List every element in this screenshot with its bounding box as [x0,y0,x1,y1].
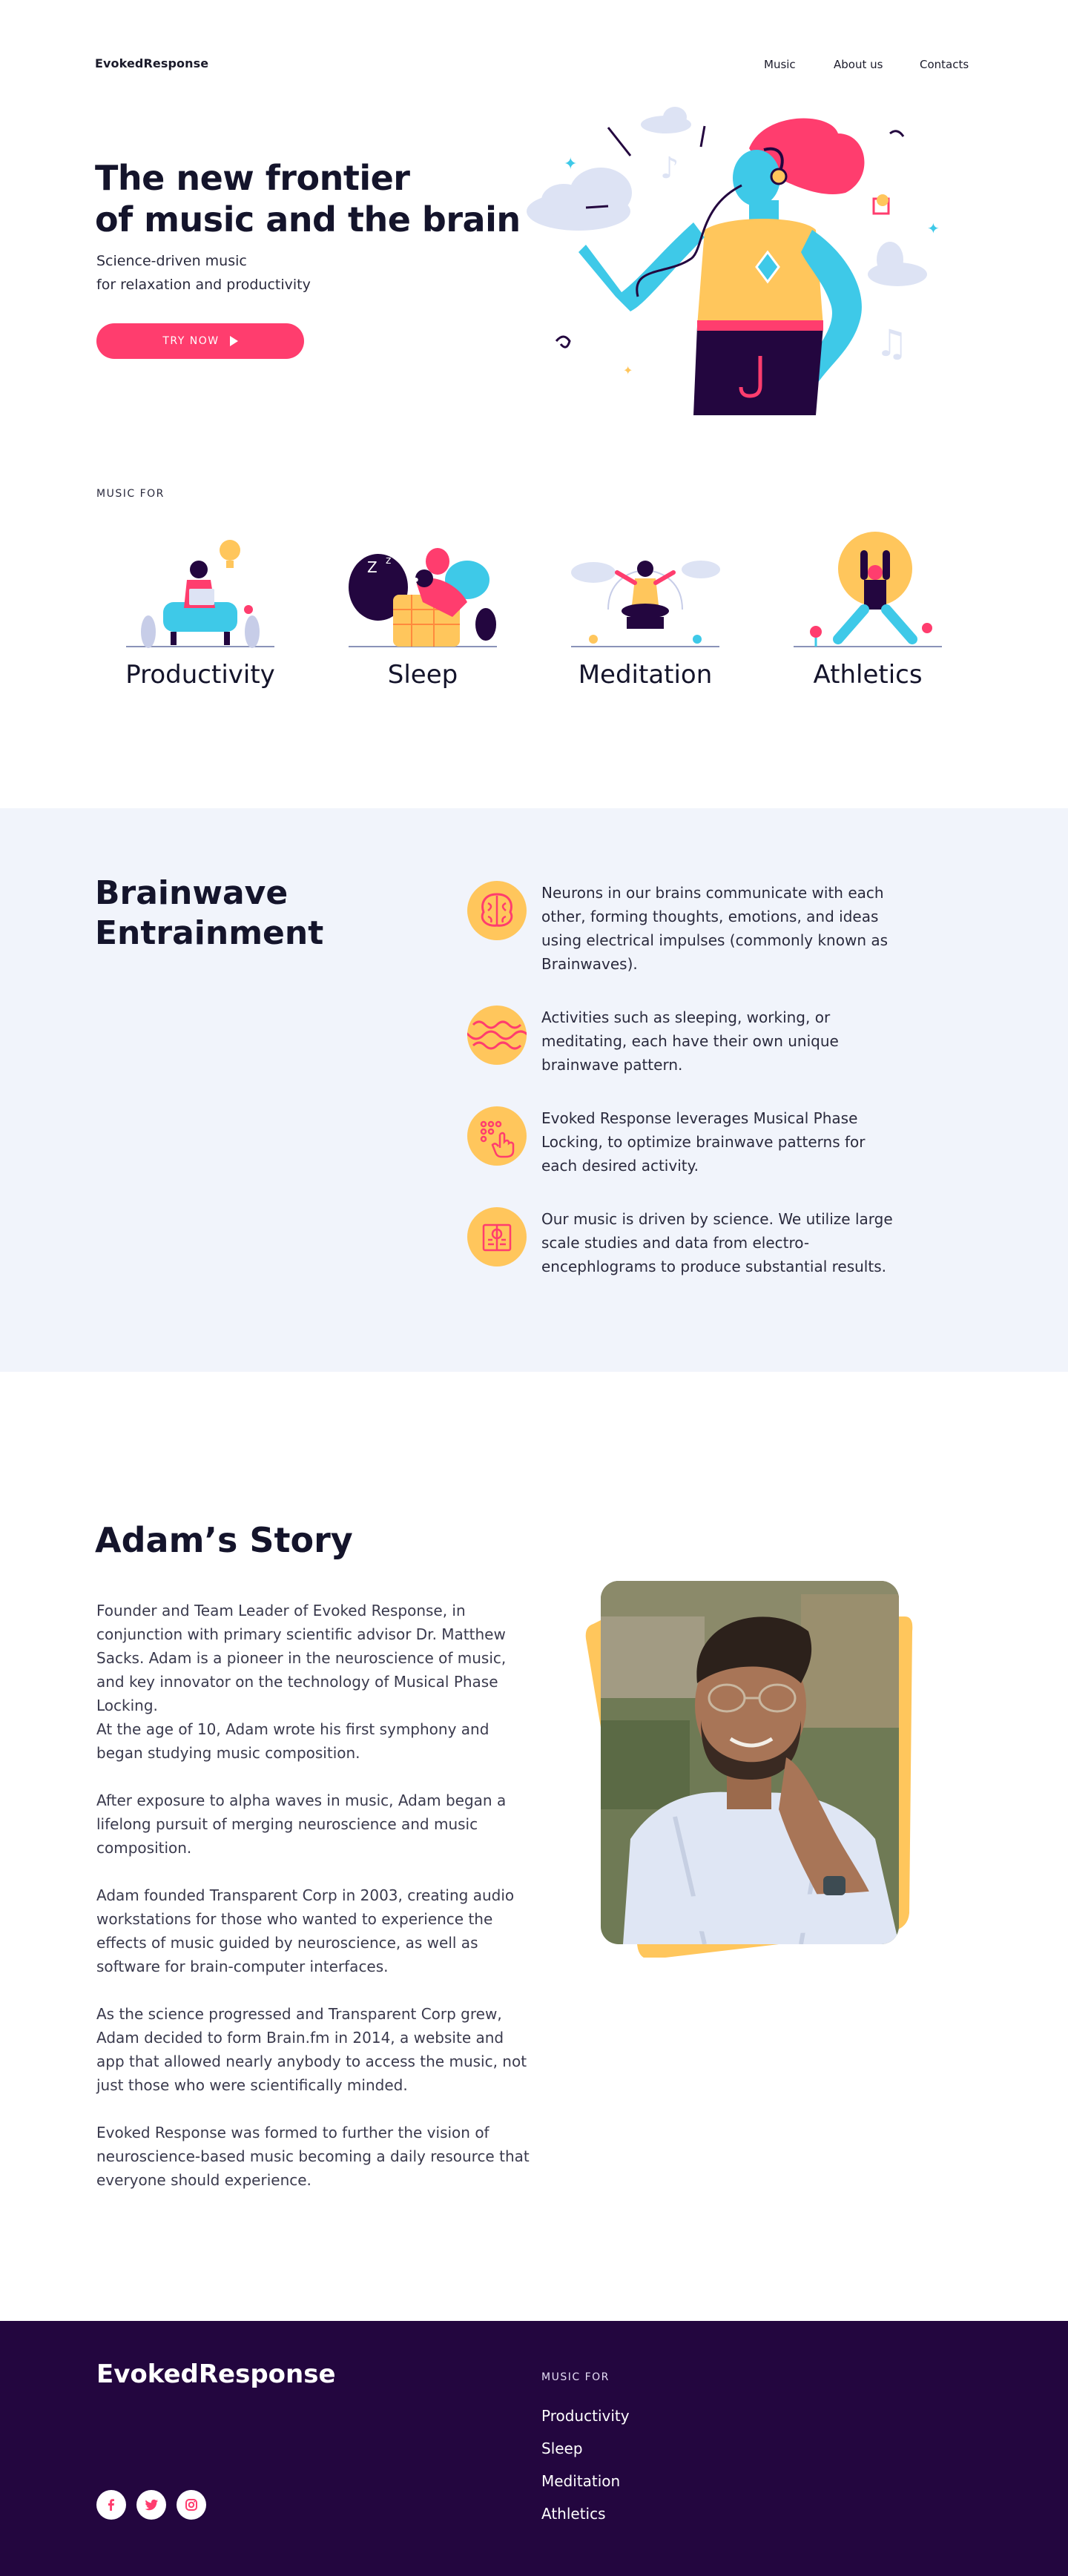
nav-about[interactable]: About us [834,58,883,71]
brainwave-item-text: Activities such as sleeping, working, or meditating, each have their own unique brainwave pattern. [541,1008,839,1074]
music-card-label: Sleep [387,660,458,690]
twitter-icon [143,2497,159,2513]
svg-text:✦: ✦ [927,219,940,237]
hero-illustration [519,82,949,423]
adam-paragraph: Adam founded Transparent Corp in 2003, creating audio workstations for those who wanted to experience the effects of music guided by neuroscience, as well as software for brain-computer interfaces. [96,1886,515,1975]
instagram-icon [184,2497,199,2512]
brain-icon [467,881,527,940]
adam-paragraph: Evoked Response was formed to further the vision of neuroscience-based music becoming a daily resource that everyone should experience. [96,2124,530,2189]
hand-pointer-icon [467,1106,527,1166]
svg-text:♪: ♪ [660,151,679,185]
music-for-label: MUSIC FOR [96,488,165,500]
brainwave-item [452,1005,897,1080]
adam-paragraph: At the age of 10, Adam wrote his first symphony and began studying music composition. [96,1720,490,1762]
brainwave-item [452,1106,897,1180]
site-logo[interactable]: EvokedResponse [95,56,209,70]
music-card-label: Athletics [813,660,923,690]
play-icon [230,336,238,346]
music-card-label: Meditation [578,660,713,690]
productivity-illustration [119,528,282,653]
footer-music-for-label: MUSIC FOR [541,2371,610,2383]
twitter-link[interactable] [136,2490,166,2520]
hero-title-line1: The new frontier [95,158,410,198]
svg-text:Z: Z [367,558,378,576]
brainwave-item [452,881,897,977]
adam-paragraph: As the science progressed and Transparent Corp grew, Adam decided to form Brain.fm in 2014, a website and app that allowed nearly anybody to access the music, not just those who were scientifically minded. [96,2005,527,2094]
meditation-illustration [564,528,727,653]
wave-icon [467,1005,527,1065]
try-now-button[interactable] [96,323,304,359]
instagram-link[interactable] [177,2490,206,2520]
hero-title-line2: of music and the brain [95,199,521,240]
brainwave-title [95,873,392,954]
svg-text:✦: ✦ [623,363,633,377]
footer-link-sleep[interactable]: Sleep [541,2440,583,2457]
svg-text:z: z [386,555,392,567]
svg-text:✦: ✦ [564,155,578,174]
nav-music[interactable]: Music [764,58,796,71]
svg-text:♫: ♫ [875,322,909,365]
music-card-productivity[interactable] [108,528,293,706]
facebook-link[interactable] [96,2490,126,2520]
adam-paragraph: Founder and Team Leader of Evoked Response, in conjunction with primary scientific advisor Dr. Matthew Sacks. Adam is a pioneer in the neuroscience of music, and key innovator on the technology of Musical Phase Locking. [96,1602,507,1714]
sleep-illustration [341,528,504,653]
footer-link-athletics[interactable]: Athletics [541,2505,606,2523]
music-card-athletics[interactable] [775,528,960,706]
footer-link-meditation[interactable]: Meditation [541,2472,621,2490]
try-now-label: TRY NOW [162,335,220,347]
brainwave-item [452,1207,897,1304]
brainwave-title-line2: Entrainment [95,914,324,952]
nav-contacts[interactable]: Contacts [920,58,969,71]
footer-link-productivity[interactable]: Productivity [541,2407,630,2425]
adam-story-title: Adam’s Story [95,1520,353,1560]
footer-logo[interactable]: EvokedResponse [96,2359,336,2389]
brainwave-item-text: Our music is driven by science. We utilize large scale studies and data from electro-encephlograms to produce substantial results. [541,1210,893,1275]
brainwave-item-text: Neurons in our brains communicate with each other, forming thoughts, emotions, and ideas using electrical impulses (commonly known as Brainwaves). [541,884,889,973]
hero-title [95,157,570,240]
svg-text:✿: ✿ [406,572,419,589]
athletics-illustration [786,528,949,653]
adam-photo [578,1572,920,1958]
music-card-meditation[interactable] [553,528,738,706]
adam-paragraph: After exposure to alpha waves in music, Adam began a lifelong pursuit of merging neuroscience and music composition. [96,1791,507,1857]
hero-subtitle [96,249,393,297]
brainwave-item-text: Evoked Response leverages Musical Phase Locking, to optimize brainwave patterns for each desired activity. [541,1109,866,1175]
facebook-icon [104,2497,119,2512]
music-card-sleep[interactable] [330,528,515,706]
hero-subtitle-line2: for relaxation and productivity [96,277,311,293]
book-icon [467,1207,527,1266]
brainwave-title-line1: Brainwave [95,874,289,912]
music-card-label: Productivity [125,660,275,690]
hero-subtitle-line1: Science-driven music [96,253,247,269]
